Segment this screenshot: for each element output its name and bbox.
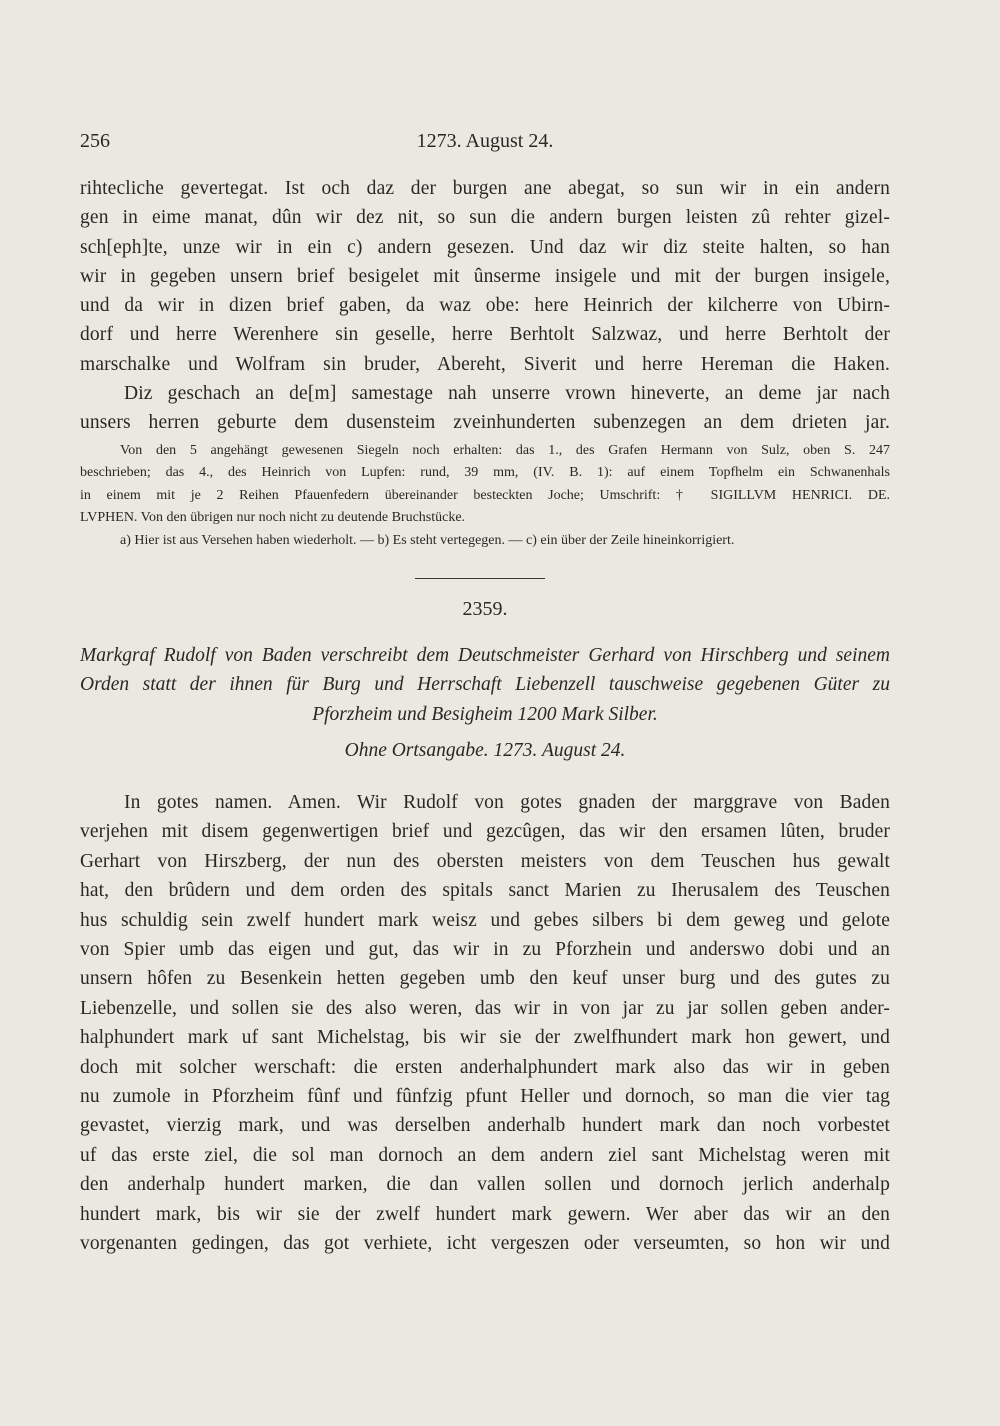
text-line: hundert mark, bis wir sie der zwelf hundert mark gewern. Wer aber das wir an den — [80, 1203, 890, 1225]
text-line: unsers herren geburte dem dusensteim zveinhunderten subenzegen an dem drieten jar. — [80, 412, 890, 434]
regest-line: Orden statt der ihnen für Burg und Herrschaft Liebenzell tauschweise gegebenen Güter zu — [80, 674, 890, 696]
text-line: gevastet, vierzig mark, und was derselben anderhalb hundert mark dan noch vorbestet — [80, 1115, 890, 1137]
text-line: vorgenanten gedingen, das got verhiete, icht vergeszen oder verseumten, so hon wir und — [80, 1233, 890, 1255]
note-line: Von den 5 angehängt gewesenen Siegeln noch erhalten: das 1., des Grafen Hermann von Sulz, oben S. 247 — [120, 443, 890, 458]
text-line: Gerhart von Hirszberg, der nun des obersten meisters von dem Teuschen hus gewalt — [80, 850, 890, 872]
text-line: Diz geschach an de[m] samestage nah unserre vrown hineverte, an deme jar nach — [124, 383, 890, 405]
dateline: Ohne Ortsangabe. 1273. August 24. — [344, 740, 626, 761]
text-line: In gotes namen. Amen. Wir Rudolf von gotes gnaden der marggrave von Baden — [124, 792, 890, 813]
footnote-line: a) Hier ist aus Versehen haben wiederholt. — b) Es steht vertegegen. — c) ein über der Zeile hineinkorrigiert. — [120, 532, 735, 548]
note-line: in einem mit je 2 Reihen Pfauenfedern übereinander besteckten Joche; Umschrift: † SIGILLVM HENRICI. DE. — [80, 487, 890, 503]
text-line: marschalke und Wolfram sin bruder, Abereht, Siverit und herre Hereman die Haken. — [80, 353, 890, 375]
regest-line: Pforzheim und Besigheim 1200 Mark Silber. — [312, 703, 658, 725]
header-date: 1273. August 24. — [416, 130, 554, 152]
section-divider — [415, 578, 545, 579]
text-line: halphundert mark uf sant Michelstag, bis wir sie der zwelfhundert mark hon gewert, und — [80, 1027, 890, 1049]
text-line: nu zumole in Pforzheim fûnf und fûnfzig pfunt Heller und dornoch, so man die vier tag — [80, 1086, 890, 1108]
regest-summary — [80, 641, 890, 729]
note-line: beschrieben; das 4., des Heinrich von Lupfen: rund, 39 mm, (IV. B. 1): auf einem Topfhelm ein Schwanenhals — [80, 465, 890, 481]
text-line: wir in gegeben unsern brief besigelet mit ûnserme insigele und mit der burgen insigele, — [80, 265, 890, 287]
page-number: 256 — [80, 130, 110, 152]
text-line: von Spier umb das eigen und gut, das wir in zu Pforzhein und anderswo dobi und an — [80, 939, 890, 961]
text-line: sch[eph]te, unze wir in ein c) andern gesezen. Und daz wir diz steite halten, so han — [80, 236, 890, 258]
charter-text — [80, 788, 890, 1259]
text-line: hus schuldig sein zwelf hundert mark weisz und gebes silbers bi dem geweg und gelote — [80, 909, 890, 931]
note-line: LVPHEN. Von den übrigen nur noch nicht zu deutende Bruchstücke. — [80, 510, 466, 526]
text-line: Liebenzelle, und sollen sie des also weren, das wir in von jar zu jar sollen geben ander- — [80, 997, 890, 1019]
apparatus-notes — [80, 440, 890, 552]
text-line: dorf und herre Werenhere sin geselle, herre Berhtolt Salzwaz, und herre Berhtolt der — [80, 324, 890, 346]
regest-line: Markgraf Rudolf von Baden verschreibt dem Deutschmeister Gerhard von Hirschberg und seinem — [80, 645, 890, 666]
document-number: 2359. — [462, 598, 508, 620]
text-line: verjehen mit disem gegenwertigen brief und gezcûgen, das wir den ersamen lûten, bruder — [80, 821, 890, 843]
text-line: uf das erste ziel, die sol man dornoch an dem andern ziel sant Michelstag weren mit — [80, 1144, 890, 1166]
text-line: und da wir in dizen brief gaben, da waz obe: here Heinrich der kilcherre von Ubirn- — [80, 295, 890, 317]
text-line: unsern hôfen zu Besenkein hetten gegeben umb den keuf unser burg und des gutes zu — [80, 968, 890, 990]
text-line: doch mit solcher werschaft: die ersten anderhalphundert mark also das wir in geben — [80, 1056, 890, 1078]
text-line: den anderhalp hundert marken, die dan vallen sollen und dornoch jerlich anderhalp — [80, 1174, 890, 1196]
text-line: hat, den brûdern und dem orden des spitals sanct Marien zu Iherusalem des Teuschen — [80, 880, 890, 902]
text-line: gen in eime manat, dûn wir dez nit, so sun die andern burgen leisten zû rehter gizel- — [80, 207, 890, 229]
text-line: rihtecliche gevertegat. Ist och daz der burgen ane abegat, so sun wir in ein andern — [80, 178, 890, 199]
page-header — [80, 130, 890, 160]
continuation-text — [80, 174, 890, 438]
